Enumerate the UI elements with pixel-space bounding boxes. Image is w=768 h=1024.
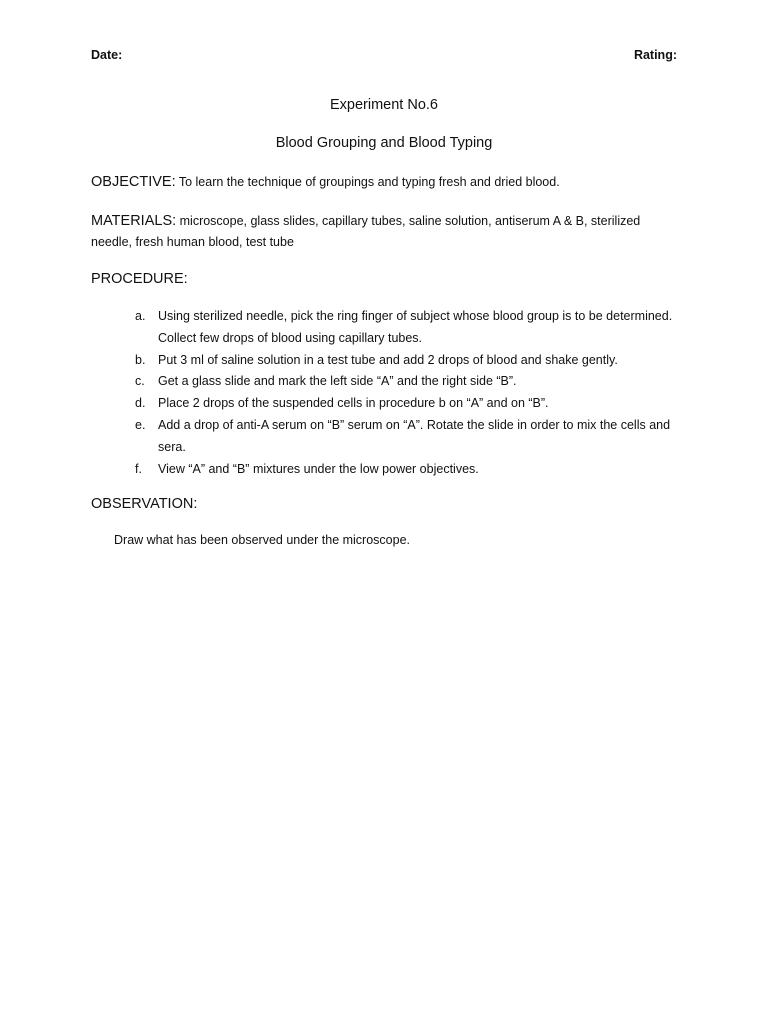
- materials-label: MATERIALS:: [91, 213, 177, 229]
- experiment-title: Experiment No.6: [330, 97, 438, 113]
- procedure-section: [91, 269, 681, 290]
- step-text: Add a drop of anti-A serum on “B” serum on “A”. Rotate the slide in order to mix the cells and sera.: [158, 417, 671, 454]
- observation-label: OBSERVATION:: [91, 496, 198, 512]
- step-text: View “A” and “B” mixtures under the low power objectives.: [158, 461, 479, 476]
- objective-label: OBJECTIVE:: [91, 174, 176, 190]
- procedure-step: [135, 459, 680, 481]
- step-text: Get a glass slide and mark the left side “A” and the right side “B”.: [158, 374, 517, 389]
- procedure-step: [135, 415, 680, 459]
- procedure-list: [135, 306, 680, 480]
- materials-section: [91, 211, 681, 253]
- step-marker: a.: [135, 309, 146, 323]
- step-marker: b.: [135, 352, 146, 367]
- procedure-step: [135, 393, 680, 415]
- rating-label: Rating:: [633, 48, 677, 62]
- step-text: Put 3 ml of saline solution in a test tube and add 2 drops of blood and shake gently.: [158, 352, 618, 367]
- procedure-label: PROCEDURE:: [91, 271, 188, 287]
- step-marker: e.: [135, 417, 146, 432]
- objective-text: To learn the technique of groupings and typing fresh and dried blood.: [178, 175, 560, 189]
- procedure-step: [135, 350, 680, 372]
- step-marker: f.: [135, 461, 142, 476]
- observation-text: Draw what has been observed under the microscope.: [114, 533, 410, 547]
- step-marker: c.: [135, 374, 145, 389]
- step-text: Using sterilized needle, pick the ring finger of subject whose blood group is to be determined. Collect few drops of blood using capillary tubes.: [158, 309, 673, 345]
- step-text: Place 2 drops of the suspended cells in procedure b on “A” and on “B”.: [158, 396, 549, 411]
- objective-section: [91, 172, 681, 193]
- experiment-subtitle: Blood Grouping and Blood Typing: [275, 135, 493, 151]
- procedure-step: [135, 371, 680, 393]
- materials-text: microscope, glass slides, capillary tubes, saline solution, antiserum A & B, sterilized needle, fresh human blood, test tube: [91, 214, 641, 249]
- step-marker: d.: [135, 396, 146, 411]
- date-label: Date:: [91, 48, 123, 62]
- procedure-step: [135, 306, 680, 350]
- observation-section: [91, 494, 681, 515]
